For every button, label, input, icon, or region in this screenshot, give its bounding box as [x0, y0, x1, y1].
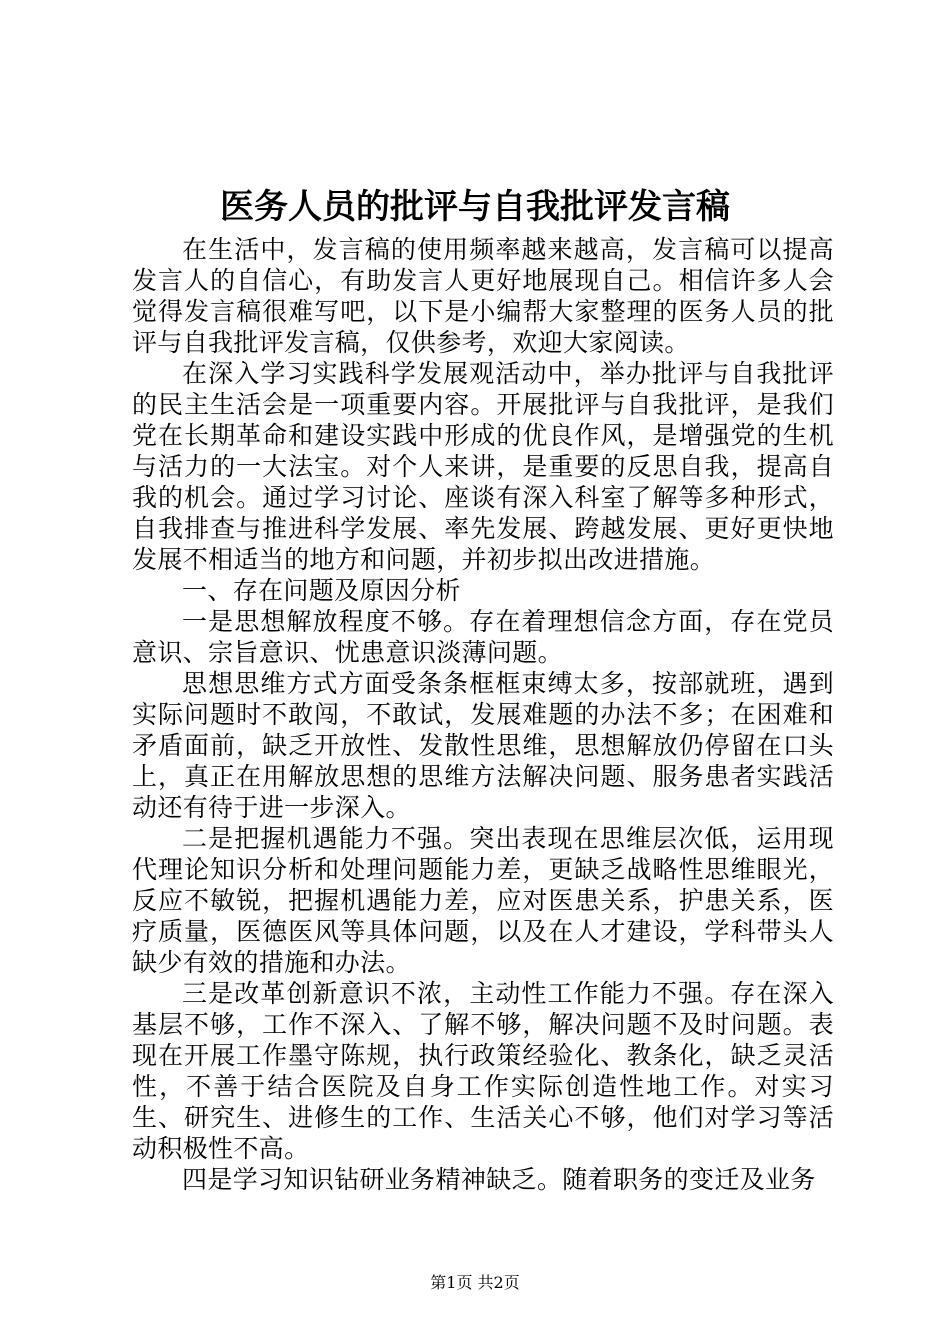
paragraph-point-four: 四是学习知识钻研业务精神缺乏。随着职务的变迁及业务	[182, 1165, 816, 1194]
paragraph-background: 在深入学习实践科学发展观活动中，举办批评与自我批评的民主生活会是一项重要内容。开展批评与自我批评，是我们党在长期革命和建设实践中形成的优良作风，是增强党的生机与活力的一大法宝。对个人来讲，是重要的反思自我，提高自我的机会。通过学习讨论、座谈有深入科室了解等多种形式，自我排查与推进科学发展、率先发展、跨越发展、更好更快地发展不相适当的地方和问题，并初步拟出改进措施。	[132, 359, 834, 574]
document-body	[132, 234, 834, 1195]
paragraph-point-two: 二是把握机遇能力不强。突出表现在思维层次低，运用现代理论知识分析和处理问题能力差，更缺乏战略性思维眼光，反应不敏锐，把握机遇能力差，应对医患关系，护患关系，医疗质量，医德医风等具体问题，以及在人才建设，学科带头人缺少有效的措施和办法。	[132, 824, 834, 977]
paragraph-point-three: 三是改革创新意识不浓，主动性工作能力不强。存在深入基层不够，工作不深入、了解不够，解决问题不及时问题。表现在开展工作墨守陈规，执行政策经验化、教条化，缺乏灵活性，不善于结合医院及自身工作实际创造性地工作。对实习生、研究生、进修生的工作、生活关心不够，他们对学习等活动积极性不高。	[132, 979, 834, 1163]
paragraph-intro: 在生活中，发言稿的使用频率越来越高，发言稿可以提高发言人的自信心，有助发言人更好地展现自己。相信许多人会觉得发言稿很难写吧，以下是小编帮大家整理的医务人员的批评与自我批评发言稿，仅供参考，欢迎大家阅读。	[132, 235, 834, 357]
page-title: 医务人员的批评与自我批评发言稿	[220, 187, 730, 227]
paragraph-point-one: 一是思想解放程度不够。存在着理想信念方面，存在党员意识、宗旨意识、忧患意识淡薄问题。	[132, 607, 834, 667]
section-heading-problems: 一、存在问题及原因分析	[182, 576, 461, 605]
paragraph-thinking-style: 思想思维方式方面受条条框框束缚太多，按部就班，遇到实际问题时不敢闯，不敢试，发展难题的办法不多；在困难和矛盾面前，缺乏开放性、发散性思维，思想解放仍停留在口头上，真正在用解放思想的思维方法解决问题、服务患者实践活动还有待于进一步深入。	[132, 669, 834, 822]
page-number-footer: 第1页 共2页	[430, 1273, 520, 1292]
